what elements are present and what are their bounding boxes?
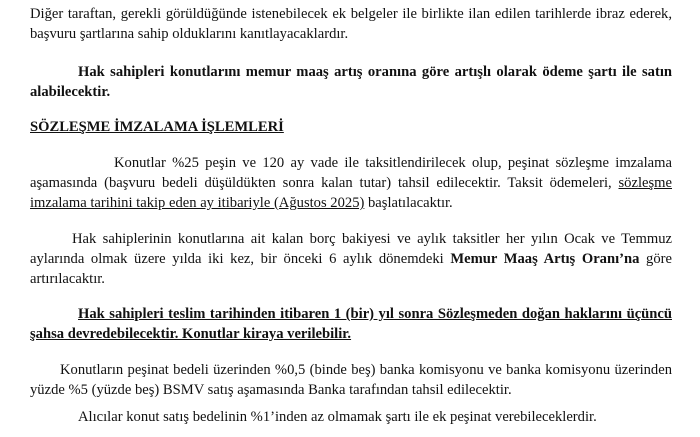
transfer-rights-text: Hak sahipleri teslim tarihinden itibaren 1 (bir) yıl sonra Sözleşmeden doğan haklarını üçüncü şahsa devredebilecektir. Konutlar kiraya verilebilir. xyxy=(30,306,672,342)
section-heading-text: SÖZLEŞME İMZALAMA İŞLEMLERİ xyxy=(30,119,284,135)
debt-bold-text: Memur Maaş Artış Oranı’na xyxy=(450,251,640,267)
paragraph-installments xyxy=(30,153,672,213)
paragraph-debt-increase xyxy=(30,229,672,289)
installments-underlined-text: sözleşme imzalama tarihini takip eden ay itibariyle (Ağustos 2025) xyxy=(30,175,672,211)
paragraph-documents: Diğer taraftan, gerekli görüldüğünde istenebilecek ek belgeler ile birlikte ilan edilen tarihlerde ibraz ederek, başvuru şartlarına sahip olduklarını kanıtlayacaklardır. xyxy=(30,6,672,42)
paragraph-payment-condition: Hak sahipleri konutlarını memur maaş artış oranına göre artışlı olarak ödeme şartı ile satın alabilecektir. xyxy=(30,64,672,100)
debt-text-b: göre artırılacaktır. xyxy=(30,251,672,287)
paragraph-bank-commission: Konutların peşinat bedeli üzerinden %0,5 (binde beş) banka komisyonu ve banka komisyonu üzerinden yüzde %5 (yüzde beş) BSMV satış aşamasında Banka tarafından tahsil edilecektir. xyxy=(30,362,672,398)
paragraph-transfer-rights xyxy=(30,304,672,344)
installments-text-b: başlatılacaktır. xyxy=(364,195,453,211)
section-heading xyxy=(30,117,672,137)
paragraph-additional-downpayment: Alıcılar konut satış bedelinin %1’inden az olmamak şartı ile ek peşinat verebileceklerdir. xyxy=(78,409,597,425)
installments-text-a: Konutlar %25 peşin ve 120 ay vade ile taksitlendirilecek olup, peşinat sözleşme imzalama aşamasında (başvuru bedeli düşüldükten sonra kalan tutar) tahsil edilecektir. Taksit ödemeleri, xyxy=(30,155,672,191)
debt-text-a: Hak sahiplerinin konutlarına ait kalan borç bakiyesi ve aylık taksitler her yılın Ocak ve Temmuz aylarında olmak üzere yılda iki kez, bir önceki 6 aylık dönemdeki xyxy=(30,231,672,267)
